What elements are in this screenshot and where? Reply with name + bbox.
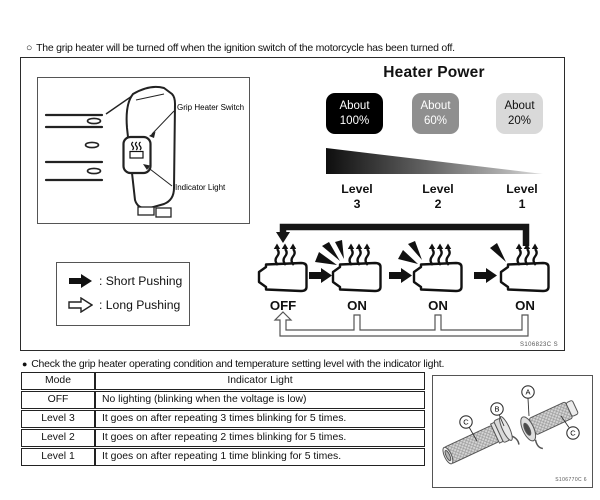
long-push-legend-row xyxy=(68,297,180,313)
grip-heater-icon-on2 xyxy=(414,244,462,292)
grip-heater-icon-on1 xyxy=(501,244,549,292)
state-label-on1: ON xyxy=(515,298,535,313)
grip-heater-switch-label: Grip Heater Switch xyxy=(177,103,245,112)
long-push-arrow-icon xyxy=(68,297,93,313)
long-push-return-path xyxy=(275,312,528,336)
housing-connector-2 xyxy=(156,208,171,217)
filled-circle-bullet-icon: ● xyxy=(22,359,28,369)
cycle-bracket xyxy=(276,227,526,246)
callout-a-label: A xyxy=(525,387,531,397)
table-row: Level 1 It goes on after repeating 1 time blinking for 5 times. xyxy=(21,448,425,466)
handlebar-switch-art xyxy=(38,78,249,223)
figure-code-2: S106770C 6 xyxy=(555,477,587,483)
indicator-header-cell: Indicator Light xyxy=(95,372,425,390)
left-grip-art xyxy=(439,414,519,475)
blink-rays-1-icon xyxy=(490,243,506,262)
heated-grips-art xyxy=(433,376,592,487)
housing-connector-1 xyxy=(138,207,154,215)
state-flow-diagram xyxy=(255,215,567,349)
top-note xyxy=(26,42,455,54)
top-note-text: The grip heater will be turned off when the ignition switch of the motorcycle has been turned off. xyxy=(36,42,455,54)
level-2-label: Level 2 xyxy=(422,182,454,212)
state-label-on2: ON xyxy=(428,298,448,313)
power-badge-60: About 60% xyxy=(412,93,459,134)
state-label-on3: ON xyxy=(347,298,367,313)
level-3-label: Level 3 xyxy=(341,182,373,212)
switch-figure-box xyxy=(37,77,250,224)
long-push-label: : Long Pushing xyxy=(99,298,181,312)
callout-b-label: B xyxy=(494,404,500,414)
heater-power-figure-box xyxy=(20,57,565,351)
state-label-off: OFF xyxy=(269,298,297,313)
short-push-arrow-icon xyxy=(68,273,93,289)
bottom-note-text: Check the grip heater operating condition and temperature setting level with the indicator light. xyxy=(31,358,445,370)
bottom-note xyxy=(22,358,444,370)
grips-figure-box xyxy=(432,375,593,488)
table-row: OFF No lighting (blinking when the voltage is low) xyxy=(21,391,425,409)
table-row: Level 2 It goes on after repeating 2 times blinking for 5 times. xyxy=(21,429,425,447)
table-row: Level 3 It goes on after repeating 3 times blinking for 5 times. xyxy=(21,410,425,428)
blink-rays-3-icon xyxy=(315,240,344,265)
callout-c1-label: C xyxy=(463,417,469,427)
grip-heater-icon-off xyxy=(259,244,307,292)
heater-power-title: Heater Power xyxy=(383,64,485,81)
blink-rays-2-icon xyxy=(398,241,422,264)
power-badge-100: About 100% xyxy=(326,93,383,134)
power-badge-20: About 20% xyxy=(496,93,543,134)
indicator-light-label: Indicator Light xyxy=(175,183,226,192)
callout-c2-label: C xyxy=(570,428,576,438)
indicator-light-table xyxy=(21,371,425,467)
mode-header-cell: Mode xyxy=(21,372,95,390)
figure-code: S106823C S xyxy=(519,342,558,348)
table-header-row xyxy=(21,372,425,390)
push-legend-box xyxy=(56,262,190,326)
short-push-legend-row xyxy=(68,273,182,289)
level-1-label: Level 1 xyxy=(506,182,538,212)
power-gradient-wedge xyxy=(326,148,543,176)
open-circle-bullet-icon: ○ xyxy=(26,42,33,54)
short-push-label: : Short Pushing xyxy=(99,274,183,288)
